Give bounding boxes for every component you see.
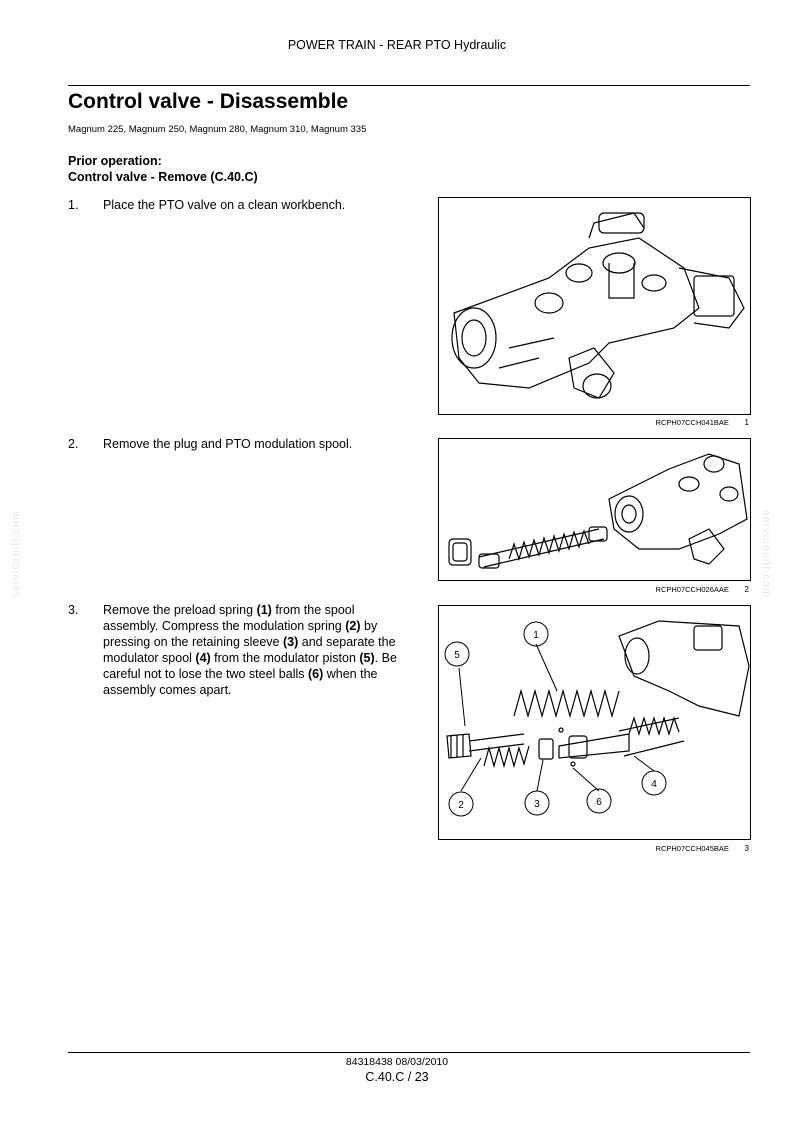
step-text: Place the PTO valve on a clean workbench. (103, 198, 346, 212)
figure-2-plug-and-spool (438, 438, 751, 581)
callout-5: 5 (454, 650, 460, 661)
callout-ref: (2) (345, 619, 361, 633)
watermark-right: servicepdf.com (759, 510, 772, 598)
callout-ref: (6) (307, 667, 324, 681)
header-rule (68, 85, 750, 86)
prior-operation (68, 153, 258, 185)
step-text: Remove the preload spring (1) from the spool assembly. Compress the modulation spring (2) by pressing on the retaining sleeve (3) and separate the modulator spool (4) from the modulator piston (5). Be careful not to lose the two steel balls (6) when the assembly comes apart. (103, 603, 397, 697)
watermark-left: servicepdf.com (9, 510, 22, 598)
figure-number: 2 (744, 585, 749, 594)
step-1 (68, 197, 418, 213)
callout-ref: (5) (359, 651, 375, 665)
prior-operation-label: Prior operation: (68, 154, 162, 168)
callout-1: 1 (533, 630, 539, 641)
spool-exploded-illustration (439, 606, 750, 839)
figure-code: RCPH07CCH026AAE (655, 585, 729, 594)
step-2 (68, 436, 418, 452)
running-header: POWER TRAIN - REAR PTO Hydraulic (287, 38, 507, 52)
figure-3-spool-assembly (438, 605, 751, 840)
footer-doc-id: 84318438 08/03/2010 (345, 1056, 449, 1068)
callout-2: 2 (458, 800, 464, 811)
callout-ref: (3) (282, 635, 299, 649)
spool-removal-illustration (439, 439, 750, 580)
callout-ref: (4) (195, 651, 211, 665)
prior-operation-link[interactable]: Control valve - Remove (C.40.C) (68, 170, 258, 184)
footer-page-number: C.40.C / 23 (365, 1070, 429, 1084)
figure-3-caption (438, 844, 749, 853)
pto-valve-illustration (439, 198, 750, 414)
step-number: 2. (68, 437, 79, 451)
figure-2-caption (438, 585, 749, 594)
figure-code: RCPH07CCH041BAE (655, 418, 729, 427)
figure-1-caption (438, 418, 749, 427)
footer-rule (68, 1052, 750, 1053)
step-number: 3. (68, 603, 79, 617)
model-list: Magnum 225, Magnum 250, Magnum 280, Magnum 310, Magnum 335 (68, 124, 367, 135)
figure-number: 1 (744, 418, 749, 427)
callout-4: 4 (651, 779, 657, 790)
page-title: Control valve - Disassemble (68, 90, 349, 113)
callout-ref: (1) (256, 603, 272, 617)
step-number: 1. (68, 198, 79, 212)
step-3 (68, 602, 413, 698)
callout-3: 3 (534, 799, 540, 810)
callout-6: 6 (596, 797, 602, 808)
step-text: Remove the plug and PTO modulation spool. (103, 437, 353, 451)
figure-code: RCPH07CCH045BAE (655, 844, 729, 853)
figure-number: 3 (744, 844, 749, 853)
figure-1-pto-valve (438, 197, 751, 415)
